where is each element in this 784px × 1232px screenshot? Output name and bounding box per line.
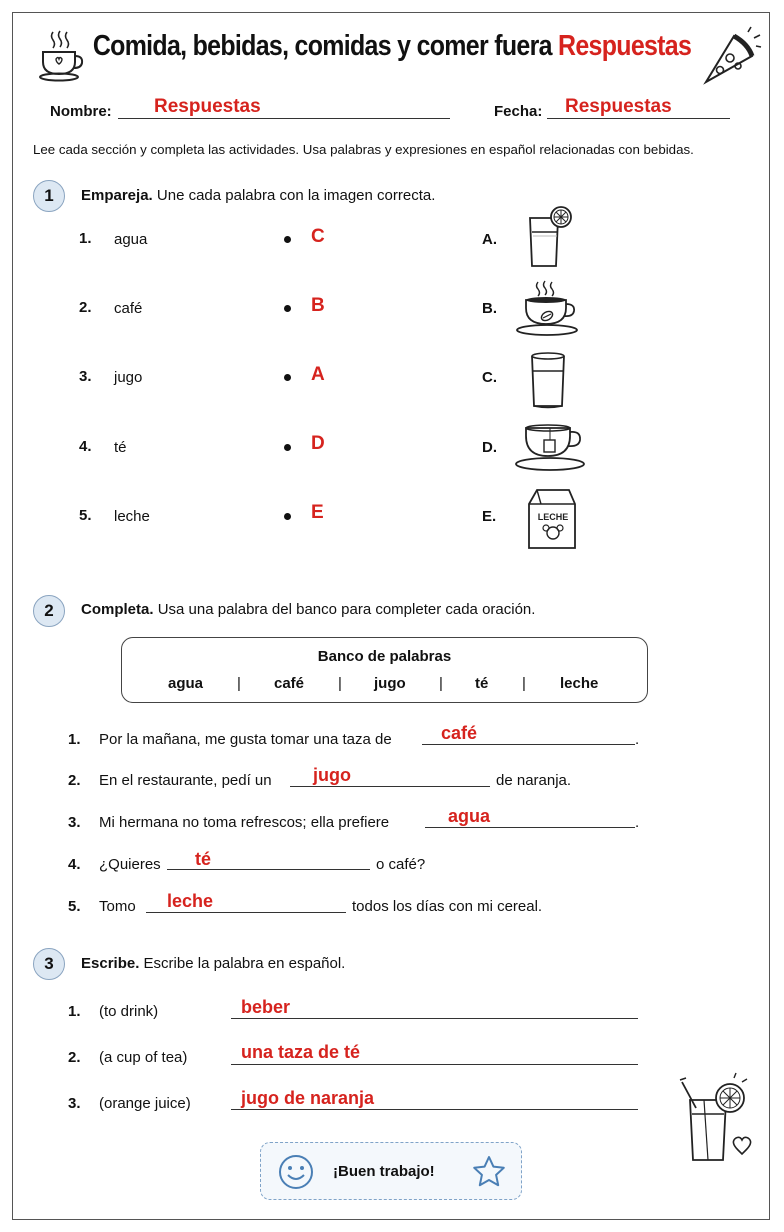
title-text: Comida, bebidas, comidas y comer fuera xyxy=(92,30,552,62)
section-1-heading xyxy=(81,187,435,204)
section-2-heading xyxy=(81,601,535,618)
section-1-text: Une cada palabra con la imagen correcta. xyxy=(156,187,436,204)
image-letter: D. xyxy=(482,439,497,456)
bank-word: café xyxy=(274,675,305,692)
glass-with-orange-slice-icon xyxy=(524,204,576,270)
translate-prompt: (to drink) xyxy=(99,1003,159,1020)
section-3-title: Escribe. xyxy=(81,955,140,972)
bank-word: jugo xyxy=(374,675,406,692)
item-number: 2. xyxy=(79,299,92,316)
translate-prompt: (orange juice) xyxy=(99,1095,191,1112)
milk-carton-label: LECHE xyxy=(537,512,569,522)
image-letter: E. xyxy=(482,508,497,525)
translate-answer: una taza de té xyxy=(241,1042,361,1062)
title-answers-text: Respuestas xyxy=(558,30,692,62)
match-answer: E xyxy=(311,502,324,523)
translate-prompt: (a cup of tea) xyxy=(99,1049,188,1066)
item-word: agua xyxy=(114,231,148,248)
match-answer: C xyxy=(311,226,325,247)
item-word: té xyxy=(114,439,127,456)
bank-separator: | xyxy=(439,675,443,692)
bank-separator: | xyxy=(522,675,526,692)
translate-answer: beber xyxy=(241,997,291,1017)
bank-separator: | xyxy=(338,675,342,692)
instructions: Lee cada sección y completa las actividades. Usa palabras y expresiones en español relacionadas con bebidas. xyxy=(33,142,694,157)
coffee-cup-icon xyxy=(514,280,582,338)
item-word: jugo xyxy=(114,369,143,386)
item-number: 1. xyxy=(79,230,92,247)
match-answer: D xyxy=(311,433,325,454)
name-value: Respuestas xyxy=(154,96,261,117)
milk-carton-icon xyxy=(525,484,579,552)
item-word: café xyxy=(114,300,143,317)
section-2-title: Completa. xyxy=(81,601,154,618)
section-3-heading xyxy=(81,955,345,972)
item-number: 5. xyxy=(79,507,92,524)
bank-separator: | xyxy=(237,675,241,692)
blank-answer: té xyxy=(195,849,212,869)
section-3-text: Escribe la palabra en español. xyxy=(143,955,346,972)
match-dot xyxy=(284,513,291,520)
star-icon xyxy=(471,1154,507,1190)
sentence-number: 1. xyxy=(68,731,81,748)
answer-line xyxy=(231,1018,638,1019)
blank-answer: agua xyxy=(448,806,491,826)
section-2-number: 2 xyxy=(33,595,65,627)
section-1-number: 1 xyxy=(33,180,65,212)
item-number: 4. xyxy=(79,438,92,455)
section-3-number: 3 xyxy=(33,948,65,980)
match-answer: B xyxy=(311,295,325,316)
name-label: Nombre: xyxy=(50,103,112,120)
match-dot xyxy=(284,305,291,312)
image-letter: A. xyxy=(482,231,497,248)
blank-line xyxy=(146,912,346,913)
word-bank xyxy=(121,637,648,703)
sentence-text: En el restaurante, pedí un xyxy=(99,772,272,789)
answer-line xyxy=(231,1064,638,1065)
bank-word: leche xyxy=(560,675,599,692)
translate-answer: jugo de naranja xyxy=(241,1088,375,1108)
sentence-number: 3. xyxy=(68,814,81,831)
image-letter: C. xyxy=(482,369,497,386)
sentence-text: Por la mañana, me gusta tomar una taza de xyxy=(99,731,392,748)
sentence-text: ¿Quieres xyxy=(99,856,161,873)
bank-word: agua xyxy=(168,675,204,692)
date-value: Respuestas xyxy=(565,96,672,117)
sentence-end: de naranja. xyxy=(496,772,572,789)
sentence-text: Tomo xyxy=(99,898,136,915)
blank-answer: café xyxy=(441,723,478,743)
image-letter: B. xyxy=(482,300,497,317)
sentence-end: . xyxy=(635,731,640,748)
tea-cup-icon xyxy=(514,418,588,478)
sentence-number: 2. xyxy=(68,772,81,789)
date-line xyxy=(547,118,730,119)
smiley-face-icon xyxy=(277,1153,315,1191)
page-title xyxy=(55,30,729,63)
translate-number: 1. xyxy=(68,1003,81,1020)
sentence-text: Mi hermana no toma refrescos; ella prefiere xyxy=(99,814,390,831)
item-word: leche xyxy=(114,508,150,525)
buen-trabajo-banner xyxy=(260,1142,522,1200)
word-bank-title: Banco de palabras xyxy=(317,648,452,665)
name-line xyxy=(118,118,450,119)
buen-trabajo-text: ¡Buen trabajo! xyxy=(333,1163,435,1180)
blank-line xyxy=(290,786,490,787)
match-dot xyxy=(284,444,291,451)
sentence-end: . xyxy=(635,814,640,831)
match-dot xyxy=(284,374,291,381)
answer-line xyxy=(231,1109,638,1110)
translate-number: 2. xyxy=(68,1049,81,1066)
sentence-end: todos los días con mi cereal. xyxy=(352,898,543,915)
sentence-number: 4. xyxy=(68,856,81,873)
glass-of-water-icon xyxy=(526,351,570,411)
date-label: Fecha: xyxy=(494,103,543,120)
bank-word: té xyxy=(475,675,489,692)
translate-number: 3. xyxy=(68,1095,81,1112)
section-1-title: Empareja. xyxy=(81,187,153,204)
blank-line xyxy=(422,744,635,745)
match-answer: A xyxy=(311,364,325,385)
blank-answer: leche xyxy=(167,891,214,911)
juice-glass-icon xyxy=(676,1072,756,1168)
blank-answer: jugo xyxy=(313,765,351,785)
sentence-number: 5. xyxy=(68,898,81,915)
sentence-end: o café? xyxy=(376,856,426,873)
blank-line xyxy=(425,827,635,828)
match-dot xyxy=(284,236,291,243)
section-2-text: Usa una palabra del banco para completer cada oración. xyxy=(157,601,536,618)
item-number: 3. xyxy=(79,368,92,385)
